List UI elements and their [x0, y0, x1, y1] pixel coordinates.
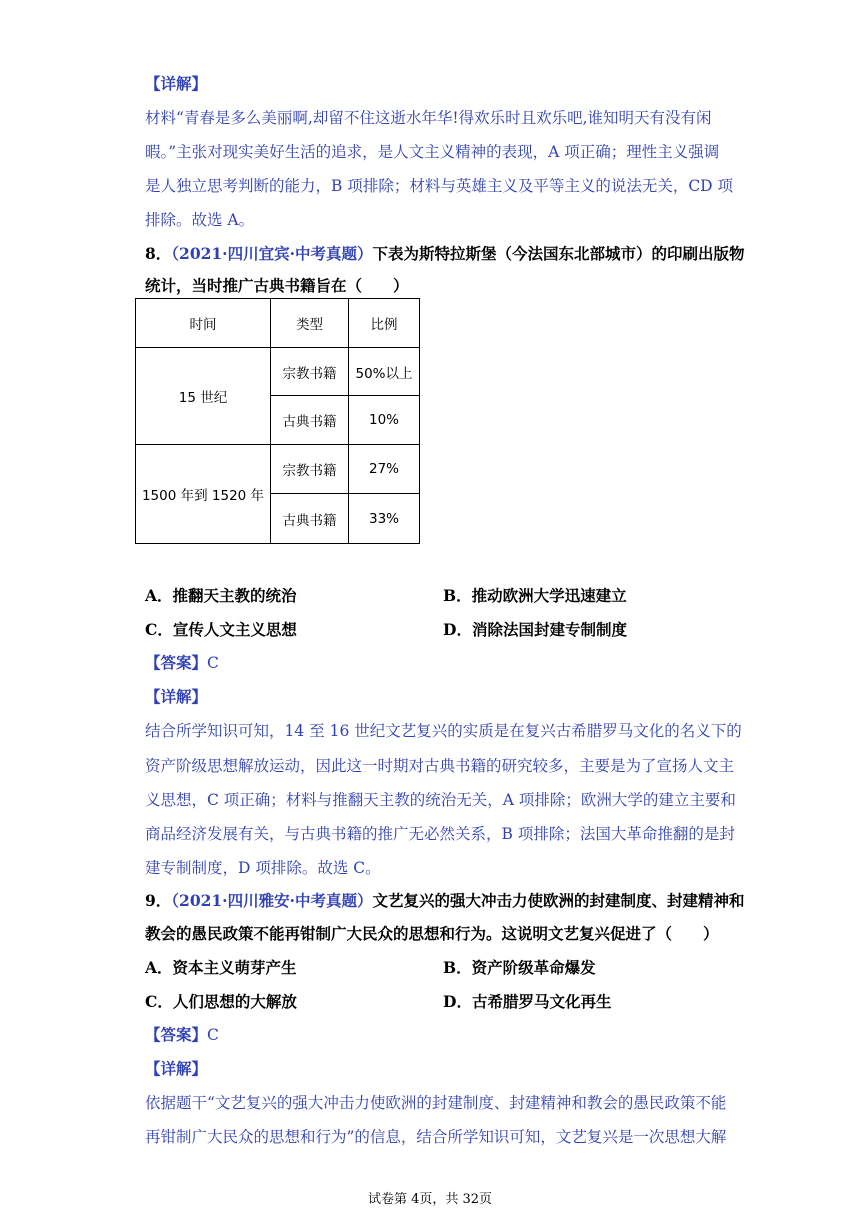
answer-tag: 【答案】 — [145, 1025, 208, 1044]
q8-answer — [145, 653, 219, 673]
table-ratio-cell: 33% — [349, 494, 420, 544]
table-header-ratio: 比例 — [349, 299, 420, 348]
q8-source: （2021·四川宜宾·中考真题） — [171, 244, 373, 263]
table-type-cell: 宗教书籍 — [271, 445, 349, 494]
q8-option-a: A．推翻天主教的统治 — [145, 586, 297, 605]
q9-explanation-line: 再钳制广大民众的思想和行为”的信息，结合所学知识可知，文艺复兴是一次思想大解 — [145, 1128, 727, 1146]
table-type-cell: 古典书籍 — [271, 494, 349, 544]
answer-value: C — [207, 654, 219, 672]
q7-explanation-line: 排除。故选 A。 — [145, 211, 255, 229]
table-header-time: 时间 — [136, 299, 271, 348]
q8-explanation-line: 商品经济发展有关，与古典书籍的推广无必然关系，B 项排除；法国大革命推翻的是封 — [145, 825, 735, 843]
q8-stem — [145, 244, 745, 264]
q9-stem-line1: 文艺复兴的强大冲击力使欧洲的封建制度、封建精神和 — [372, 891, 745, 910]
q8-explanation-line: 建专制制度，D 项排除。故选 C。 — [145, 859, 381, 877]
q9-source: （2021·四川雅安·中考真题） — [171, 891, 373, 910]
q8-option-d: D．消除法国封建专制制度 — [443, 620, 627, 639]
q7-detail-tag: 【详解】 — [145, 74, 208, 93]
table-period-cell: 1500 年到 1520 年 — [136, 445, 271, 544]
q8-explanation-line: 结合所学知识可知，14 至 16 世纪文艺复兴的实质是在复兴古希腊罗马文化的名义下的 — [145, 722, 742, 740]
q9-option-c: C．人们思想的大解放 — [145, 992, 297, 1011]
table-ratio-cell: 10% — [349, 396, 420, 445]
q9-explanation-line: 依据题干“文艺复兴的强大冲击力使欧洲的封建制度、封建精神和教会的愚民政策不能 — [145, 1094, 727, 1112]
q7-explanation-line: 材料“青春是多么美丽啊,却留不住这逝水年华!得欢乐时且欢乐吧,谁知明天有没有闲 — [145, 109, 712, 127]
q9-option-a: A．资本主义萌芽产生 — [145, 958, 297, 977]
q7-explanation-line: 暇。”主张对现实美好生活的追求，是人文主义精神的表现，A 项正确；理性主义强调 — [145, 143, 720, 161]
q9-option-b: B．资产阶级革命爆发 — [443, 958, 596, 977]
q9-stem — [145, 891, 745, 911]
table-type-cell: 古典书籍 — [271, 396, 349, 445]
page-footer: 试卷第 4页，共 32页 — [367, 1192, 493, 1207]
q9-stem-line2: 教会的愚民政策不能再钳制广大民众的思想和行为。这说明文艺复兴促进了（ ） — [145, 924, 719, 943]
q8-data-table — [135, 298, 420, 544]
q9-number: 9． — [145, 891, 172, 910]
q8-stem-line2: 统计，当时推广古典书籍旨在（ ） — [145, 276, 409, 295]
q9-option-d: D．古希腊罗马文化再生 — [443, 992, 612, 1011]
q8-option-c: C．宣传人文主义思想 — [145, 620, 297, 639]
table-ratio-cell: 50%以上 — [349, 348, 420, 396]
q8-detail-tag: 【详解】 — [145, 687, 208, 706]
table-type-cell: 宗教书籍 — [271, 348, 349, 396]
q8-number: 8． — [145, 244, 172, 263]
q8-stem-line1: 下表为斯特拉斯堡（今法国东北部城市）的印刷出版物 — [372, 244, 745, 263]
table-header-type: 类型 — [271, 299, 349, 348]
q9-answer — [145, 1025, 219, 1045]
q7-explanation-line: 是人独立思考判断的能力，B 项排除；材料与英雄主义及平等主义的说法无关，CD 项 — [145, 177, 734, 195]
q8-explanation-line: 资产阶级思想解放运动，因此这一时期对古典书籍的研究较多，主要是为了宣扬人文主 — [145, 757, 735, 775]
answer-value: C — [207, 1026, 219, 1044]
table-period-cell: 15 世纪 — [136, 348, 271, 445]
answer-tag: 【答案】 — [145, 653, 208, 672]
q8-option-b: B．推动欧洲大学迅速建立 — [443, 586, 627, 605]
q8-explanation-line: 义思想，C 项正确；材料与推翻天主教的统治无关，A 项排除；欧洲大学的建立主要和 — [145, 791, 736, 809]
table-ratio-cell: 27% — [349, 445, 420, 494]
q9-detail-tag: 【详解】 — [145, 1059, 208, 1078]
